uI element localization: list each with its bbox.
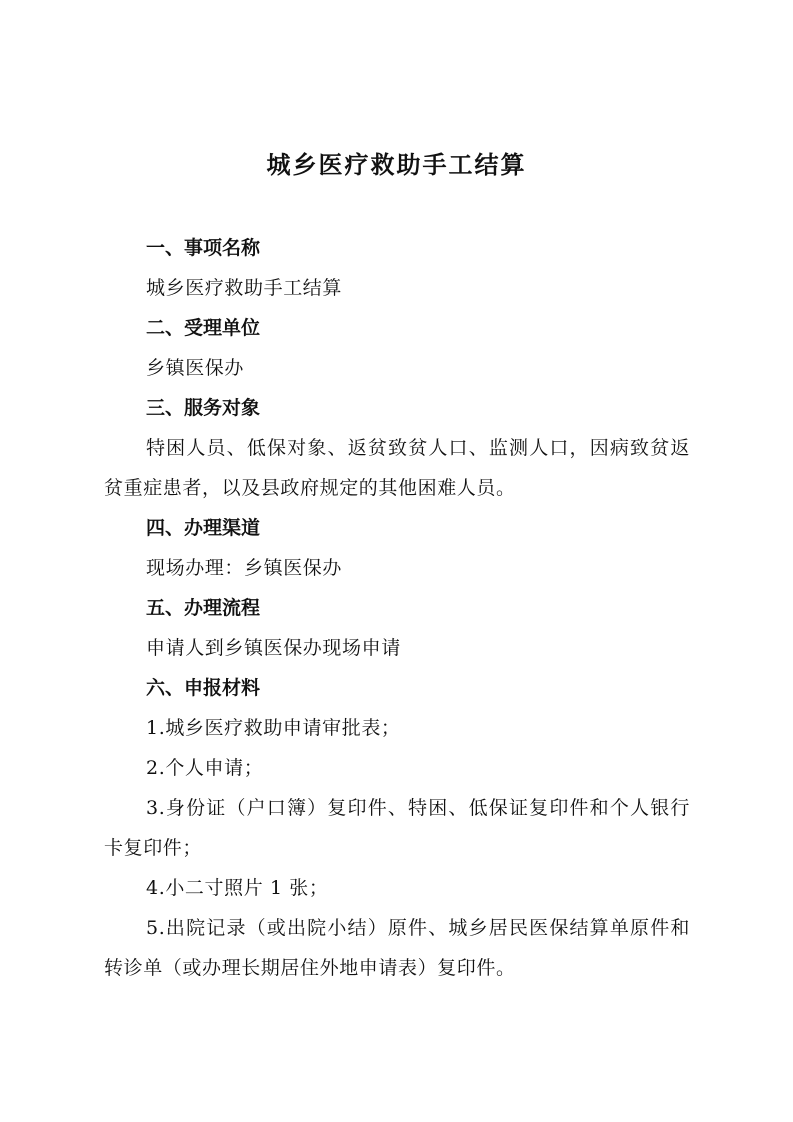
section-heading: 二、受理单位 xyxy=(146,317,261,339)
material-item: 4.小二寸照片 1 张； xyxy=(146,877,329,899)
section-paragraph: 城乡医疗救助手工结算 xyxy=(146,277,343,299)
document-body xyxy=(104,228,690,988)
section-heading: 三、服务对象 xyxy=(146,397,261,419)
section-heading: 六、申报材料 xyxy=(146,677,261,699)
section-paragraph: 现场办理：乡镇医保办 xyxy=(146,557,343,579)
material-item: 5.出院记录（或出院小结）原件、城乡居民医保结算单原件和转诊单（或办理长期居住外地申请表）复印件。 xyxy=(104,917,690,979)
section-channel xyxy=(104,508,690,588)
section-service-target xyxy=(104,388,690,508)
section-heading: 一、事项名称 xyxy=(146,237,261,259)
section-item-name xyxy=(104,228,690,308)
section-paragraph: 申请人到乡镇医保办现场申请 xyxy=(146,637,401,659)
page-title: 城乡医疗救助手工结算 xyxy=(266,151,527,179)
section-process xyxy=(104,588,690,668)
material-item: 2.个人申请； xyxy=(146,757,264,779)
section-heading: 四、办理渠道 xyxy=(146,517,261,539)
section-accepting-unit xyxy=(104,308,690,388)
section-paragraph: 乡镇医保办 xyxy=(146,357,245,379)
section-paragraph: 特困人员、低保对象、返贫致贫人口、监测人口，因病致贫返贫重症患者，以及县政府规定的其他困难人员。 xyxy=(104,437,690,499)
material-item: 1.城乡医疗救助申请审批表； xyxy=(146,717,401,739)
section-materials xyxy=(104,668,690,988)
material-item: 3.身份证（户口簿）复印件、特困、低保证复印件和个人银行卡复印件； xyxy=(104,797,690,859)
section-heading: 五、办理流程 xyxy=(146,597,261,619)
